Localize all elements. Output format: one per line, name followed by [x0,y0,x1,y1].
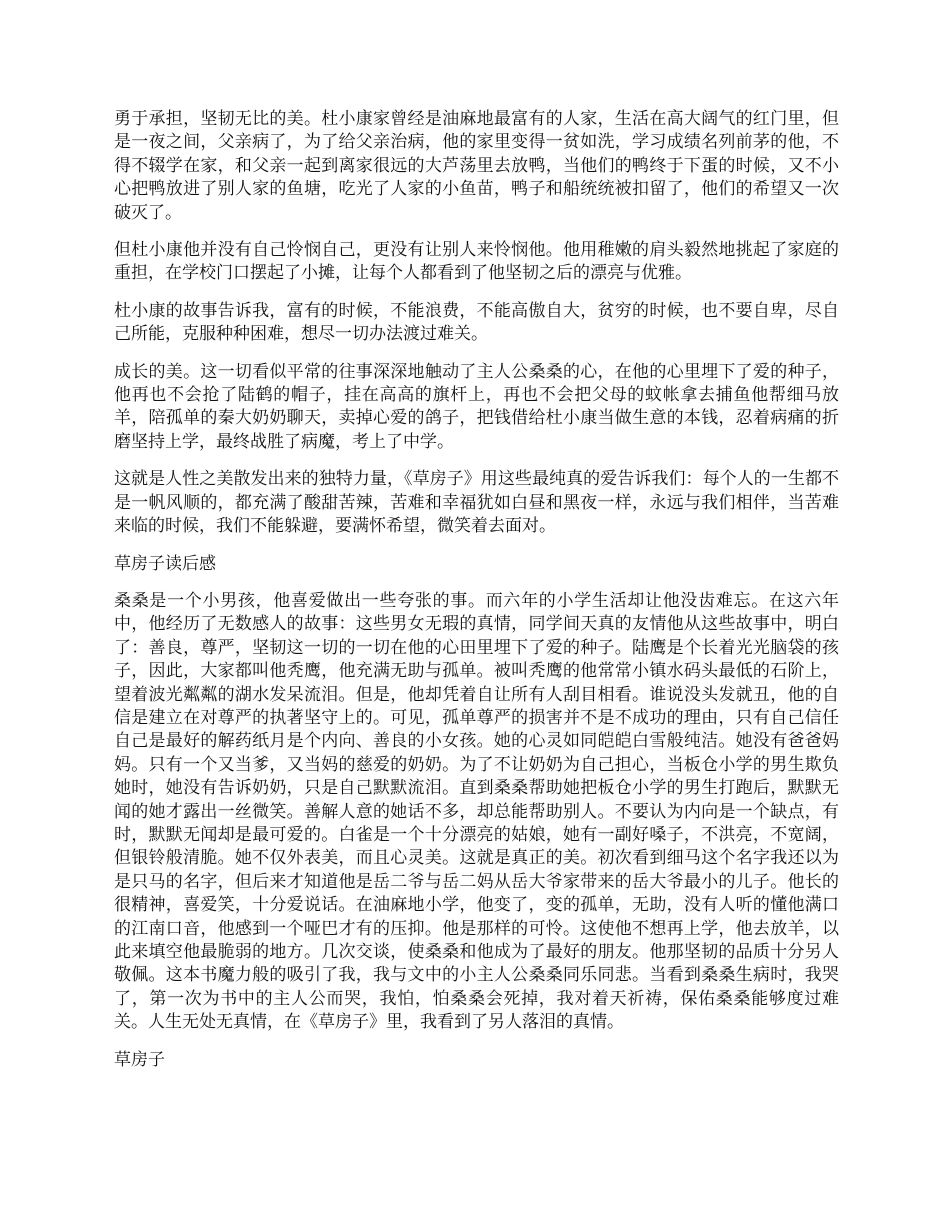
paragraph-1: 勇于承担，坚韧无比的美。杜小康家曾经是油麻地最富有的人家，生活在高大阔气的红门里，但是一夜之间，父亲病了，为了给父亲治病，他的家里变得一贫如洗，学习成绩名列前茅的他，不得不辍学在家，和父亲一起到离家很远的大芦荡里去放鸭，当他们的鸭终于下蛋的时候，又不小心把鸭放进了别人家的鱼塘，吃光了人家的小鱼苗，鸭子和船统统被扣留了，他们的希望又一次破灭了。 [114,109,839,223]
paragraph-4: 成长的美。这一切看似平常的往事深深地触动了主人公桑桑的心，在他的心里埋下了爱的种子，他再也不会抢了陆鹤的帽子，挂在高高的旗杆上，再也不会把父母的蚊帐拿去捕鱼他帮细马放羊，陪孤单的秦大奶奶聊天，卖掉心爱的鸽子，把钱借给杜小康当做生意的本钱，忍着病痛的折磨坚持上学，最终战胜了病魔，考上了中学。 [114,361,839,452]
section-heading-cao-fang-zi: 草房子 [114,1049,165,1070]
paragraph-2: 但杜小康他并没有自己怜悯自己，更没有让别人来怜悯他。他用稚嫩的肩头毅然地挑起了家庭的重担，在学校门口摆起了小摊，让每个人都看到了他坚韧之后的漂亮与优雅。 [114,240,839,284]
document-body [114,108,839,1072]
paragraph-6: 桑桑是一个小男孩，他喜爱做出一些夸张的事。而六年的小学生活却让他没齿难忘。在这六年中，他经历了无数感人的故事：这些男女无瑕的真情，同学间天真的友情他从这些故事中，明白了：善良，尊严，坚韧这一切的一切在他的心田里埋下了爱的种子。陆鹰是个长着光光脑袋的孩子，因此，大家都叫他秃鹰，他充满无助与孤单。被叫秃鹰的他常常小镇水码头最低的石阶上，望着波光粼粼的湖水发呆流泪。但是，他却凭着自让所有人刮目相看。谁说没头发就丑，他的自信是建立在对尊严的执著坚守上的。可见，孤单尊严的损害并不是不成功的理由，只有自己信任自己是最好的解药纸月是个内向、善良的小女孩。她的心灵如同皑皑白雪般纯洁。她没有爸爸妈妈。只有一个又当爹，又当妈的慈爱的奶奶。为了不让奶奶为自己担心，当板仓小学的男生欺负她时，她没有告诉奶奶，只是自己默默流泪。直到桑桑帮助她把板仓小学的男生打跑后，默默无闻的她才露出一丝微笑。善解人意的她话不多，却总能帮助别人。不要认为内向是一个缺点，有时，默默无闻却是最可爱的。白雀是一个十分漂亮的姑娘，她有一副好嗓子，不洪亮，不宽阔，但银铃般清脆。她不仅外表美，而且心灵美。这就是真正的美。初次看到细马这个名字我还以为是只马的名字，但后来才知道他是岳二爷与岳二妈从岳大爷家带来的岳大爷最小的儿子。他长的很精神，喜爱笑，十分爱说话。在油麻地小学，他变了，变的孤单，无助，没有人听的懂他满口的江南口音，他感到一个哑巴才有的压抑。他是那样的可怜。这使他不想再上学，他去放羊，以此来填空他最脆弱的地方。几次交谈，使桑桑和他成为了最好的朋友。他那坚韧的品质十分另人敬佩。这本书魔力般的吸引了我，我与文中的小主人公桑桑同乐同悲。当看到桑桑生病时，我哭了，第一次为书中的主人公而哭，我怕，怕桑桑会死掉，我对着天祈祷，保佑桑桑能够度过难关。人生无处无真情，在《草房子》里，我看到了另人落泪的真情。 [114,590,839,1033]
paragraph-3: 杜小康的故事告诉我，富有的时候，不能浪费，不能高傲自大，贫穷的时候，也不要自卑，尽自己所能，克服种种困难，想尽一切办法渡过难关。 [114,300,839,345]
paragraph-5: 这就是人性之美散发出来的独特力量，《草房子》用这些最纯真的爱告诉我们：每个人的一生都不是一帆风顺的，都充满了酸甜苦辣，苦难和幸福犹如白昼和黑夜一样，永远与我们相伴，当苦难来临的时候，我们不能躲避，要满怀希望，微笑着去面对。 [114,469,839,537]
section-heading-reading-notes: 草房子读后感 [114,553,216,574]
